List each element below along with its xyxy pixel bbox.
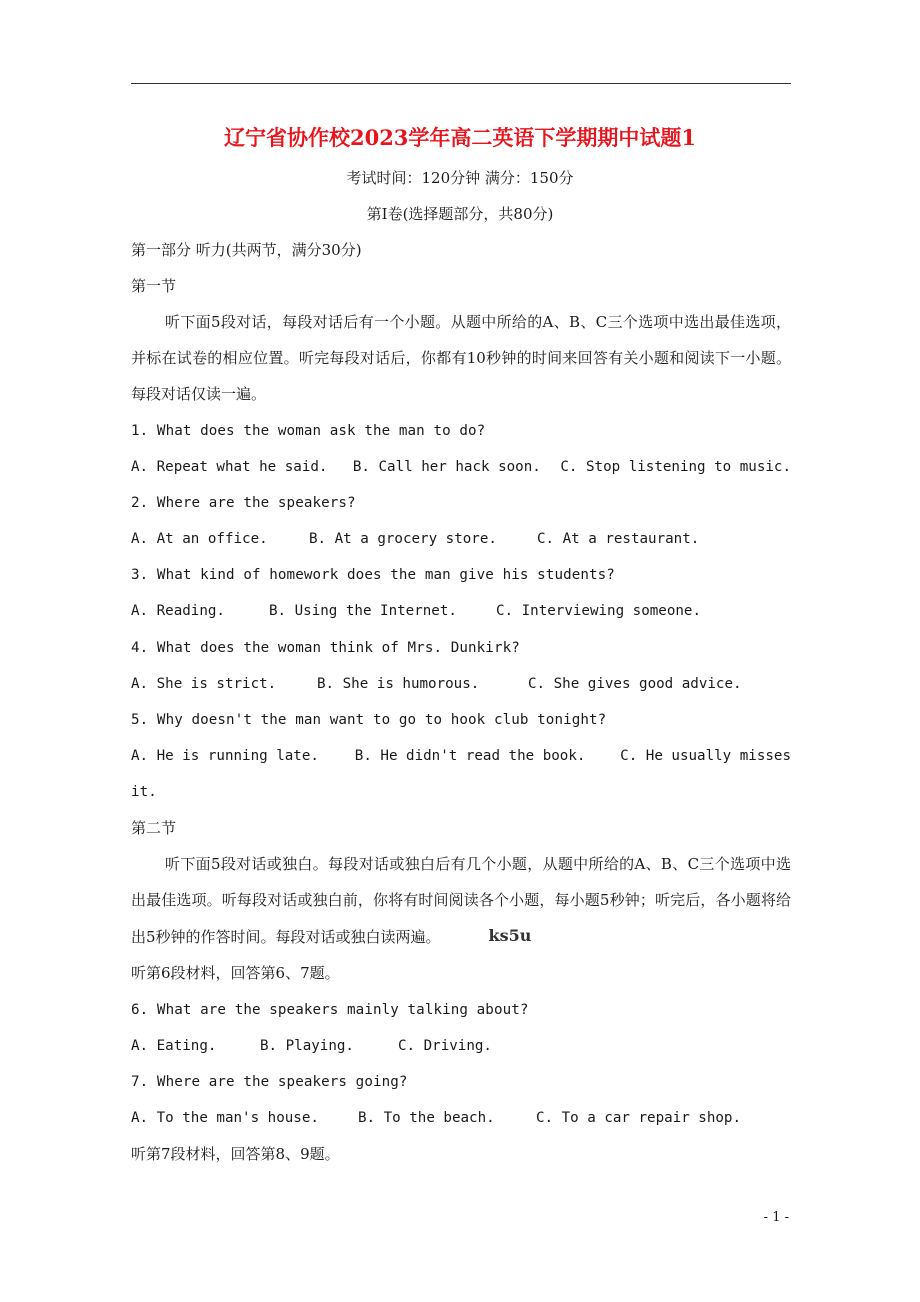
- option-b: B. She is humorous.: [317, 676, 480, 692]
- volume-heading: 第Ⅰ卷(选择题部分，共80分): [366, 205, 554, 223]
- option-b: B. He didn't read the book.: [354, 748, 586, 764]
- option-a: A. To the man's house.: [131, 1110, 319, 1126]
- question-4: 4. What does the woman think of Mrs. Dunkirk?: [131, 640, 520, 656]
- question-1: 1. What does the woman ask the man to do?: [131, 423, 486, 439]
- options-6: [131, 1036, 791, 1056]
- part1-heading: 第一部分 听力(共两节，满分30分): [131, 241, 362, 259]
- option-b: B. At a grocery store.: [309, 531, 497, 547]
- option-c: C. At a restaurant.: [537, 531, 700, 547]
- ks5u-watermark: ks5u: [488, 926, 532, 945]
- section2-instructions: [131, 846, 791, 955]
- section1-heading: 第一节: [131, 277, 177, 295]
- option-c: C. Interviewing someone.: [496, 603, 701, 619]
- question-2: 2. Where are the speakers?: [131, 495, 356, 511]
- option-c: C. Stop listening to music.: [560, 459, 791, 475]
- option-a: A. She is strict.: [131, 676, 277, 692]
- options-7: [131, 1108, 791, 1128]
- option-c-continuation: it.: [131, 784, 157, 800]
- option-b: B. Call her hack soon.: [352, 459, 541, 475]
- option-a: A. He is running late.: [131, 748, 319, 764]
- section1-instructions: 听下面5段对话，每段对话后有一个小题。从题中所给的A、B、C三个选项中选出最佳选项，并标在试卷的相应位置。听完每段对话后，你都有10秒钟的时间来回答有关小题和阅读下一小题。每段对话仅读一遍。: [131, 313, 791, 403]
- question-7: 7. Where are the speakers going?: [131, 1074, 408, 1090]
- option-a: A. Reading.: [131, 603, 225, 619]
- options-2: [131, 529, 791, 549]
- option-c: C. She gives good advice.: [528, 676, 742, 692]
- options-5: [131, 746, 791, 766]
- section2-heading: 第二节: [131, 819, 177, 837]
- option-c: C. He usually misses: [620, 748, 791, 764]
- question-3: 3. What kind of homework does the man give his students?: [131, 567, 615, 583]
- options-4: [131, 674, 791, 694]
- material-7-heading: 听第7段材料，回答第8、9题。: [131, 1145, 340, 1163]
- option-b: B. Using the Internet.: [269, 603, 457, 619]
- option-c: C. Driving.: [398, 1038, 492, 1054]
- document-title: 辽宁省协作校2023学年高二英语下学期期中试题1: [223, 125, 697, 150]
- section2-instructions-text: 听下面5段对话或独白。每段对话或独白后有几个小题，从题中所给的A、B、C三个选项中选出最佳选项。听每段对话或独白前，你将有时间阅读各个小题，每小题5秒钟；听完后，各小题将给出5秒钟的作答时间。每段对话或独白读两遍。: [131, 855, 791, 946]
- question-6: 6. What are the speakers mainly talking about?: [131, 1002, 529, 1018]
- option-a: A. At an office.: [131, 531, 268, 547]
- options-3: [131, 601, 791, 621]
- header-rule: [131, 83, 791, 84]
- option-b: B. To the beach.: [358, 1110, 495, 1126]
- exam-info: 考试时间：120分钟 满分：150分: [346, 169, 574, 187]
- material-6-heading: 听第6段材料，回答第6、7题。: [131, 964, 340, 982]
- question-5: 5. Why doesn't the man want to go to hook club tonight?: [131, 712, 607, 728]
- option-a: A. Repeat what he said.: [131, 459, 328, 475]
- option-b: B. Playing.: [260, 1038, 354, 1054]
- option-c: C. To a car repair shop.: [536, 1110, 741, 1126]
- option-a: A. Eating.: [131, 1038, 217, 1054]
- page-number: - 1 -: [763, 1210, 789, 1225]
- options-1: [131, 457, 791, 477]
